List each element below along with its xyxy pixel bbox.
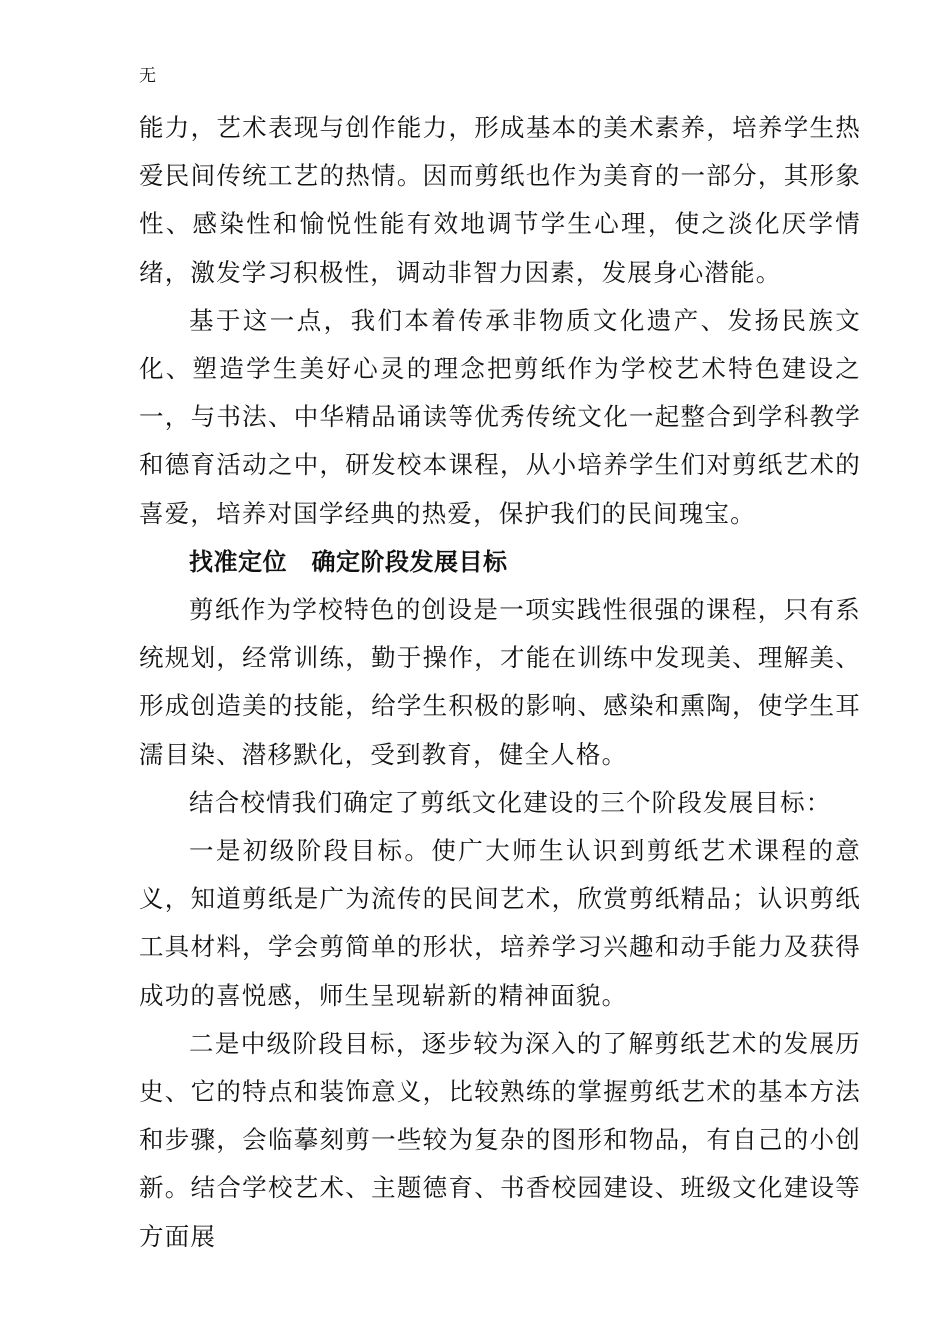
paragraph-continued: 能力，艺术表现与创作能力，形成基本的美术素养，培养学生热爱民间传统工艺的热情。因而剪纸也作为美育的一部分，其形象性、感染性和愉悦性能有效地调节学生心理，使之淡化厌学情绪，激发学习积极性，调动非智力因素，发展身心潜能。 xyxy=(139,113,861,287)
paragraph-intangible-heritage: 基于这一点，我们本着传承非物质文化遗产、发扬民族文化、塑造学生美好心灵的理念把剪纸作为学校艺术特色建设之一，与书法、中华精品诵读等优秀传统文化一起整合到学科教学和德育活动之中，研发校本课程，从小培养学生们对剪纸艺术的喜爱，培养对国学经典的热爱，保护我们的民间瑰宝。 xyxy=(139,305,861,528)
document-body xyxy=(139,104,861,1261)
paragraph-intermediate-stage: 二是中级阶段目标，逐步较为深入的了解剪纸艺术的发展历史、它的特点和装饰意义，比较熟练的掌握剪纸艺术的基本方法和步骤，会临摹刻剪一些较为复杂的图形和物品，有自己的小创新。结合学校艺术、主题德育、书香校园建设、班级文化建设等方面展 xyxy=(139,1028,861,1251)
header-mark: 无 xyxy=(139,66,156,86)
paragraph-three-stage-goals: 结合校情我们确定了剪纸文化建设的三个阶段发展目标： xyxy=(189,787,832,817)
section-heading: 找准定位 确定阶段发展目标 xyxy=(189,547,508,576)
paragraph-practice-course: 剪纸作为学校特色的创设是一项实践性很强的课程，只有系统规划，经常训练，勤于操作，才能在训练中发现美、理解美、形成创造美的技能，给学生积极的影响、感染和熏陶，使学生耳濡目染、潜移默化，受到教育，健全人格。 xyxy=(139,595,861,769)
paragraph-primary-stage: 一是初级阶段目标。使广大师生认识到剪纸艺术课程的意义，知道剪纸是广为流传的民间艺术，欣赏剪纸精品；认识剪纸工具材料，学会剪简单的形状，培养学习兴趣和动手能力及获得成功的喜悦感，师生呈现崭新的精神面貌。 xyxy=(139,836,861,1010)
